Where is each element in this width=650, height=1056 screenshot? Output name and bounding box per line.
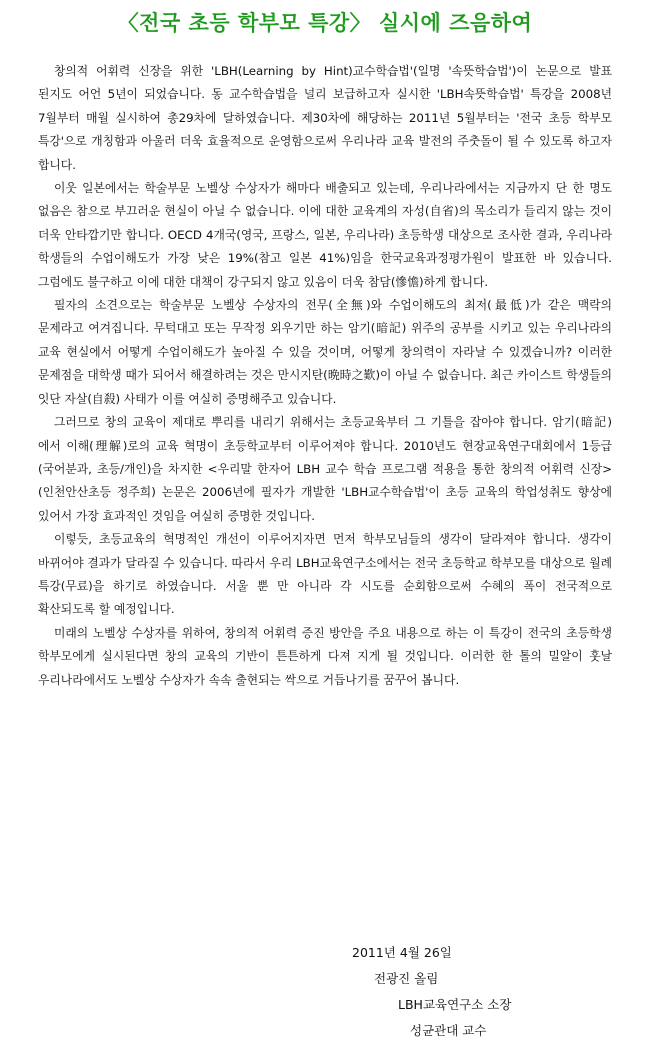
document-body bbox=[38, 60, 612, 692]
paragraph-6: 미래의 노벨상 수상자를 위하여, 창의적 어휘력 증진 방안을 주요 내용으로 하는 이 특강이 전국의 초등학생 학부모에게 실시된다면 창의 교육의 기반이 튼튼하게 다져 지게 될 것입니다. 이러한 한 톨의 밀알이 훗날 우리나라에서도 노벨상 수상자가 속속 출현되는 싹으로 거듭나기를 꿈꾸어 봅니다. bbox=[38, 625, 612, 687]
document-title: 〈전국 초등 학부모 특강〉 실시에 즈음하여 bbox=[117, 11, 533, 35]
signature-author: 전광진 올림 bbox=[374, 971, 439, 986]
paragraph-3: 필자의 소견으로는 학술부문 노벨상 수상자의 전무(全無)와 수업이해도의 최저(最低)가 같은 맥락의 문제라고 여겨집니다. 무턱대고 또는 무작정 외우기만 하는 암기(暗記) 위주의 공부를 시키고 있는 우리나라의 교육 현실에서 어떻게 수업이해도가 높아질 수 있을 것이며, 어떻게 창의력이 자라날 수 있겠습니까? 이러한 문제점을 대학생 때가 되어서 해결하려는 것은 만시지탄(晩時之歎)이 아닐 수 없습니다. 최근 카이스트 학생들의 잇단 자살(自殺) 사태가 이를 여실히 증명해주고 있습니다. bbox=[38, 298, 612, 406]
paragraph-1: 창의적 어휘력 신장을 위한 'LBH(Learning by Hint)교수학습법'(일명 '속뜻학습법')이 논문으로 발표 된지도 어언 5년이 되었습니다. 동 교수학습법을 널리 보급하고자 실시한 'LBH속뜻학습법' 특강을 2008년 7월부터 매월 실시하여 총29차에 달하였습니다. 제30차에 해당하는 2011년 5월부터는 '전국 초등 학부모 특강'으로 개칭함과 아울러 더욱 효율적으로 운영함으로써 우리나라 교육 발전의 주춧돌이 될 수 있도록 하고자 합니다. bbox=[38, 64, 612, 172]
signature-organization: LBH교육연구소 소장 bbox=[398, 997, 512, 1012]
paragraph-2: 이웃 일본에서는 학술부문 노벨상 수상자가 해마다 배출되고 있는데, 우리나라에서는 지금까지 단 한 명도 없음은 참으로 부끄러운 현실이 아닐 수 없습니다. 이에 대한 교육계의 자성(自省)의 목소리가 들리지 않는 것이 더욱 안타깝기만 합니다. OECD 4개국(영국, 프랑스, 일본, 우리나라) 초등학생 대상으로 조사한 결과, 우리나라 학생들의 수업이해도가 가장 낮은 19%(참고 일본 41%)임을 한국교육과정평가원이 발표한 바 있습니다. 그럼에도 불구하고 이에 대한 대책이 강구되지 않고 있음이 더욱 참담(慘憺)하게 합니다. bbox=[38, 181, 612, 289]
signature-position: 성균관대 교수 bbox=[410, 1023, 487, 1038]
paragraph-4: 그러므로 창의 교육이 제대로 뿌리를 내리기 위해서는 초등교육부터 그 기틀을 잡아야 합니다. 암기(暗記)에서 이해(理解)로의 교육 혁명이 초등학교부터 이루어져야 합니다. 2010년도 현장교육연구대회에서 1등급(국어분과, 초등/개인)을 차지한 <우리말 한자어 LBH 교수 학습 프로그램 적용을 통한 창의적 어휘력 신장>(인천안산초등 정주희) 논문은 2006년에 필자가 개발한 'LBH교수학습법'이 초등 교육의 학업성취도 향상에 있어서 가장 효과적인 것임을 여실히 증명한 것입니다. bbox=[38, 415, 612, 523]
paragraph-5: 이렇듯, 초등교육의 혁명적인 개선이 이루어지자면 먼저 학부모님들의 생각이 달라져야 합니다. 생각이 바뀌어야 결과가 달라질 수 있습니다. 따라서 우리 LBH교육연구소에서는 전국 초등학교 학부모를 대상으로 월례 특강(무료)을 하기로 하였습니다. 서울 뿐 만 아니라 각 시도를 순회함으로써 수혜의 폭이 전국적으로 확산되도록 할 예정입니다. bbox=[38, 532, 612, 617]
signature-date: 2011년 4월 26일 bbox=[352, 945, 452, 960]
